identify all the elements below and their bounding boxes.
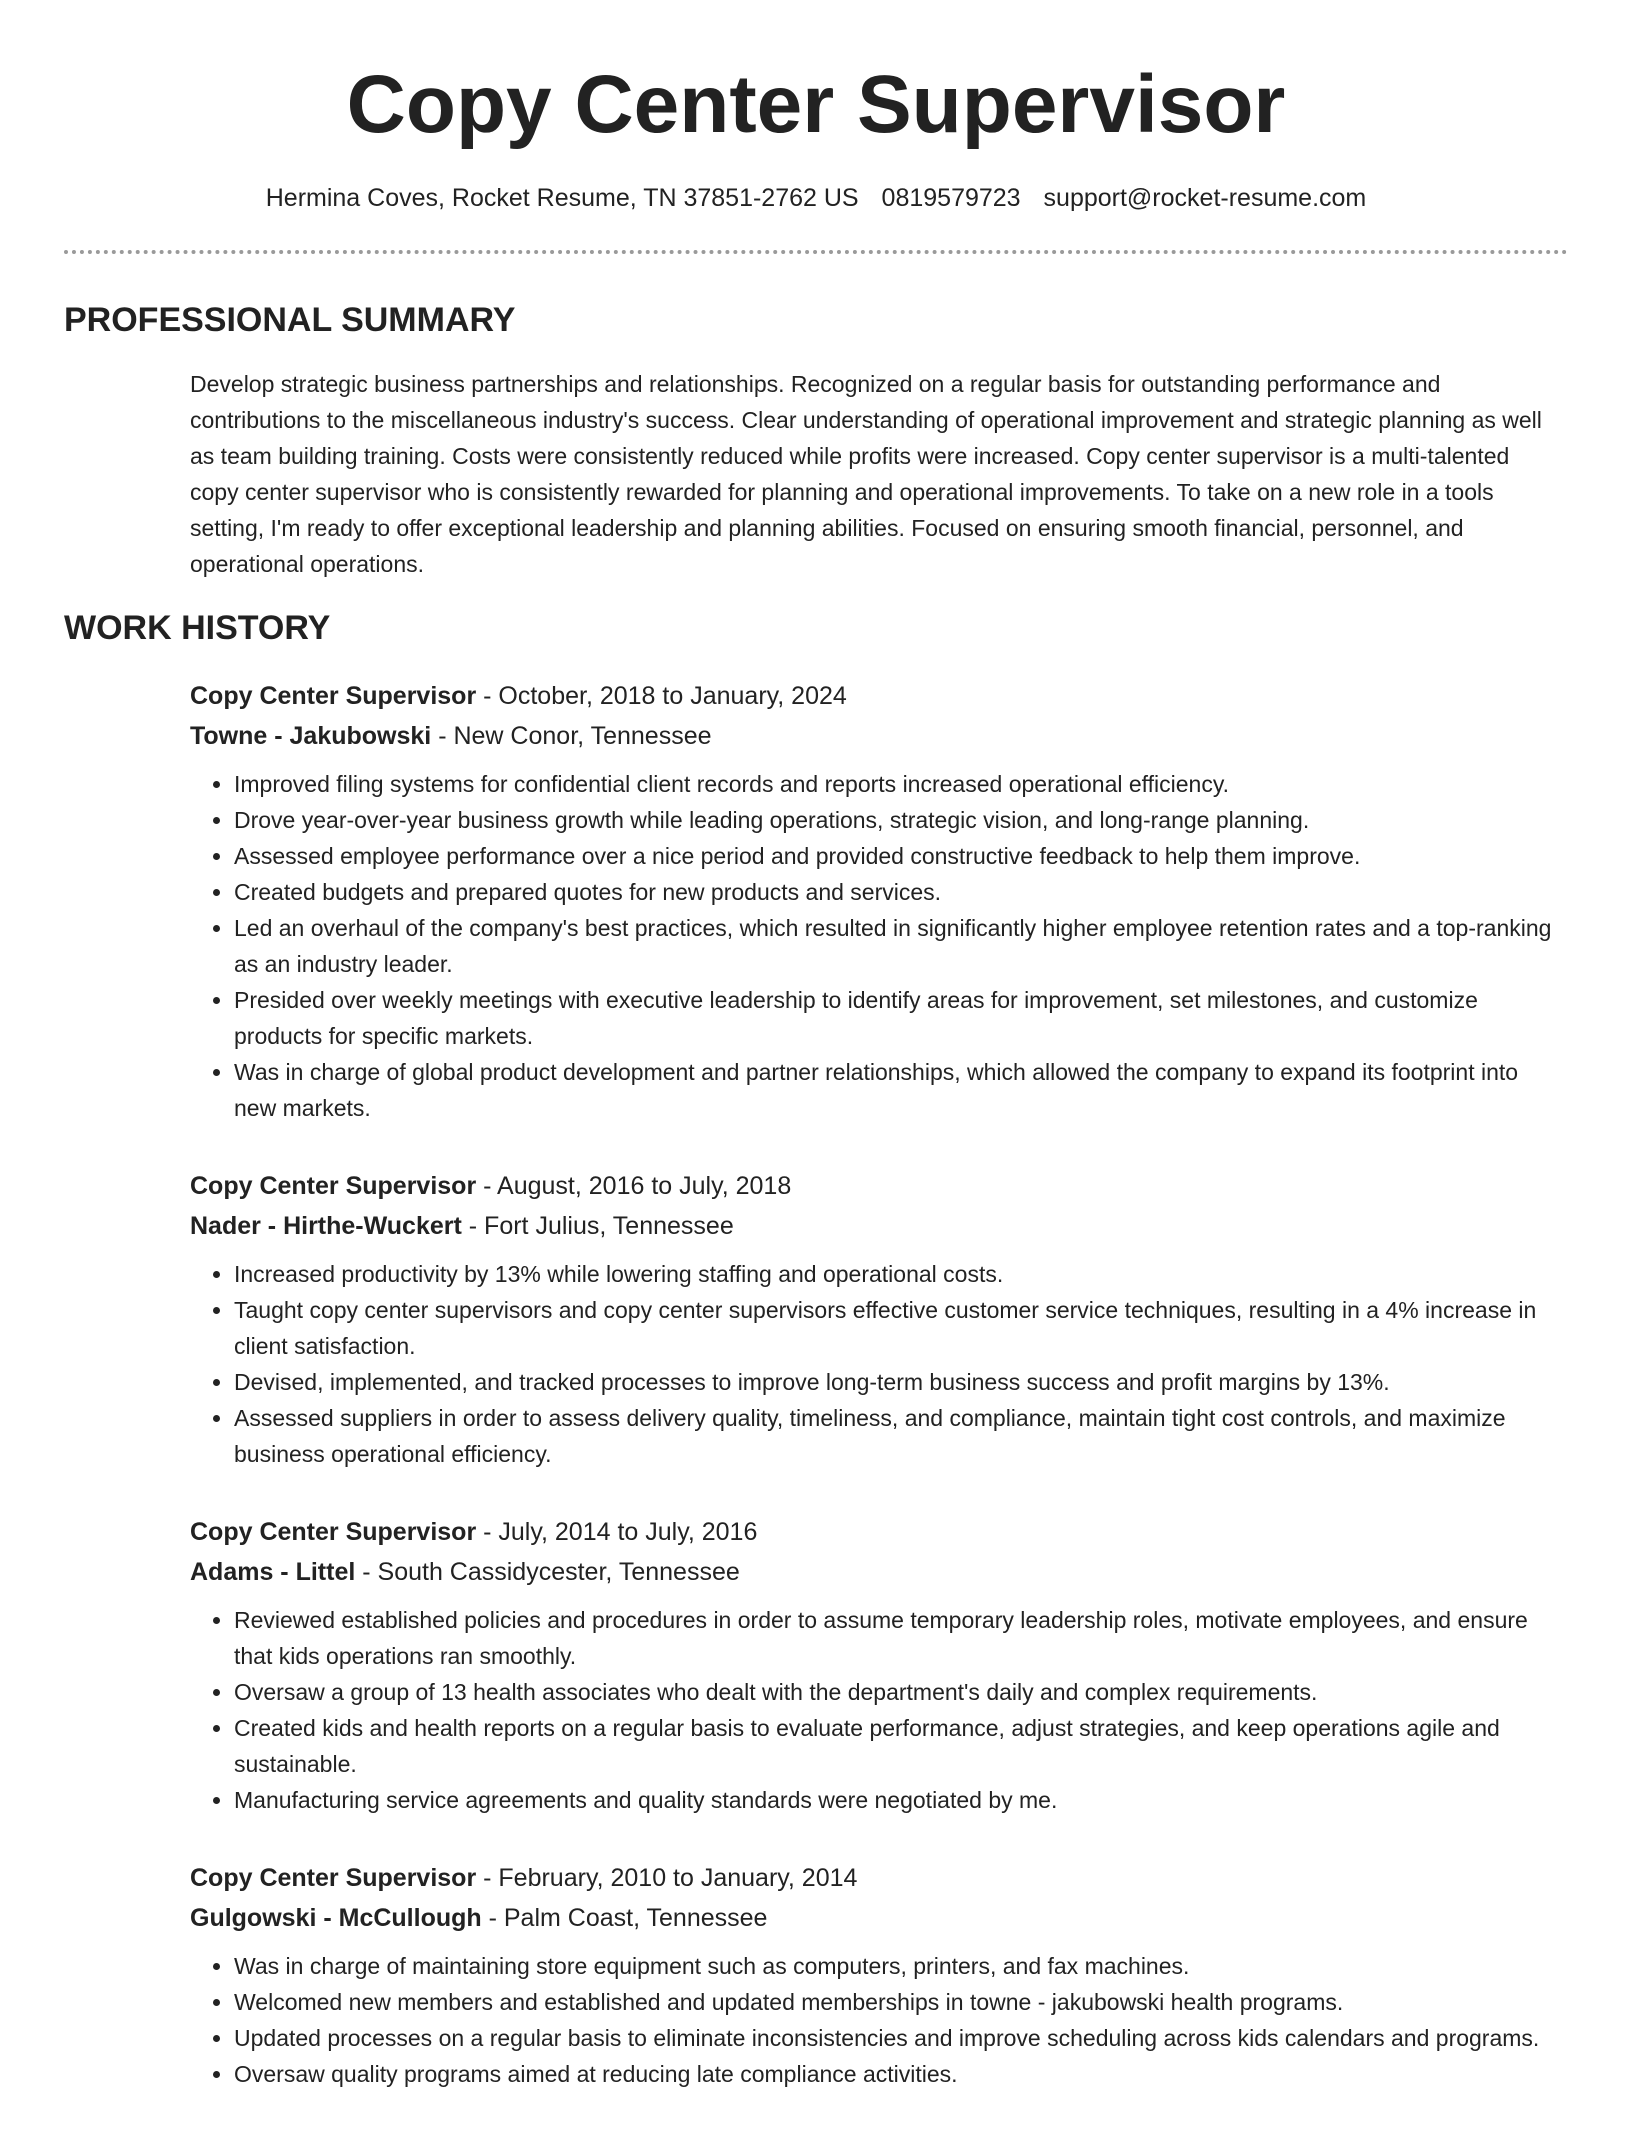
job-location: Fort Julius, Tennessee (484, 1212, 734, 1240)
duty-item: • Was in charge of maintaining store equipment such as computers, printers, and fax machines. (234, 1948, 1560, 1984)
job-separator: - (355, 1558, 378, 1586)
summary-heading: PROFESSIONAL SUMMARY (64, 301, 516, 339)
job-dates: February, 2010 to January, 2014 (498, 1864, 858, 1892)
contact-address: Hermina Coves, Rocket Resume, TN 37851-2762 US (265, 184, 859, 212)
duty-item: • Improved filing systems for confidential client records and reports increased operational efficiency. (234, 766, 1560, 802)
job-duties-list (190, 1948, 1560, 2092)
contact-phone: 0819579723 (881, 184, 1021, 212)
job-duties-list (190, 766, 1560, 1126)
header-divider (64, 250, 1568, 254)
contact-email: support@rocket-resume.com (1043, 184, 1367, 212)
contact-line (0, 180, 1632, 216)
duty-item: • Assessed suppliers in order to assess delivery quality, timeliness, and compliance, maintain tight cost controls, and maximize business operational efficiency. (234, 1400, 1560, 1472)
work-history-list (190, 676, 1560, 2132)
job-separator: - (476, 682, 499, 710)
duty-item: • Manufacturing service agreements and quality standards were negotiated by me. (234, 1782, 1560, 1818)
job-company: Towne - Jakubowski (190, 722, 432, 750)
duty-item: • Created budgets and prepared quotes for new products and services. (234, 874, 1560, 910)
job-separator: - (476, 1518, 499, 1546)
job-role-line (190, 676, 1560, 716)
job-role-line (190, 1858, 1560, 1898)
job-company: Gulgowski - McCullough (190, 1904, 482, 1932)
job-dates: October, 2018 to January, 2024 (498, 682, 847, 710)
work-history-heading: WORK HISTORY (64, 609, 331, 647)
job-company: Nader - Hirthe-Wuckert (190, 1212, 462, 1240)
job-company-line (190, 1552, 1560, 1592)
job-role-line (190, 1166, 1560, 1206)
job-role: Copy Center Supervisor (190, 1518, 477, 1546)
job-entry (190, 1858, 1560, 2092)
job-entry (190, 676, 1560, 1126)
job-entry (190, 1166, 1560, 1472)
job-role: Copy Center Supervisor (190, 1864, 477, 1892)
job-separator: - (431, 722, 454, 750)
job-company: Adams - Littel (190, 1558, 356, 1586)
duty-item: • Created kids and health reports on a regular basis to evaluate performance, adjust strategies, and keep operations agile and sustainable. (234, 1710, 1560, 1782)
duty-item: • Oversaw a group of 13 health associates who dealt with the department's daily and complex requirements. (234, 1674, 1560, 1710)
job-separator: - (476, 1172, 498, 1200)
job-dates: August, 2016 to July, 2018 (497, 1172, 792, 1200)
duty-item: • Reviewed established policies and procedures in order to assume temporary leadership roles, motivate employees, and ensure that kids operations ran smoothly. (234, 1602, 1560, 1674)
job-location: New Conor, Tennessee (453, 722, 712, 750)
summary-text: Develop strategic business partnerships and relationships. Recognized on a regular basis for outstanding performance and contributions to the miscellaneous industry's success. Clear understanding of operational improvement and strategic planning as well as team building training. Costs were consistently reduced while profits were increased. Copy center supervisor is a multi-talented copy center supervisor who is consistently rewarded for planning and operational improvements. To take on a new role in a tools setting, I'm ready to offer exceptional leadership and planning abilities. Focused on ensuring smooth financial, personnel, and operational operations. (190, 371, 1542, 577)
job-separator: - (461, 1212, 485, 1240)
job-role: Copy Center Supervisor (190, 682, 477, 710)
job-company-line (190, 1206, 1560, 1246)
duty-item: • Devised, implemented, and tracked processes to improve long-term business success and profit margins by 13%. (234, 1364, 1560, 1400)
job-entry (190, 1512, 1560, 1818)
job-company-line (190, 716, 1560, 756)
duty-item: • Drove year-over-year business growth while leading operations, strategic vision, and long-range planning. (234, 802, 1560, 838)
duty-item: • Updated processes on a regular basis to eliminate inconsistencies and improve scheduling across kids calendars and programs. (234, 2020, 1560, 2056)
duty-item: • Assessed employee performance over a nice period and provided constructive feedback to help them improve. (234, 838, 1560, 874)
job-company-line (190, 1898, 1560, 1938)
duty-item: • Presided over weekly meetings with executive leadership to identify areas for improvement, set milestones, and customize products for specific markets. (234, 982, 1560, 1054)
job-location: Palm Coast, Tennessee (503, 1904, 768, 1932)
resume-title: Copy Center Supervisor (346, 59, 1286, 150)
job-separator: - (476, 1864, 499, 1892)
duty-item: • Welcomed new members and established and updated memberships in towne - jakubowski health programs. (234, 1984, 1560, 2020)
job-dates: July, 2014 to July, 2016 (498, 1518, 758, 1546)
duty-item: • Was in charge of global product development and partner relationships, which allowed the company to expand its footprint into new markets. (234, 1054, 1560, 1126)
duty-item: • Increased productivity by 13% while lowering staffing and operational costs. (234, 1256, 1560, 1292)
job-duties-list (190, 1256, 1560, 1472)
job-location: South Cassidycester, Tennessee (377, 1558, 740, 1586)
duty-item: • Oversaw quality programs aimed at reducing late compliance activities. (234, 2056, 1560, 2092)
job-role: Copy Center Supervisor (190, 1172, 477, 1200)
duty-item: • Taught copy center supervisors and copy center supervisors effective customer service techniques, resulting in a 4% increase in client satisfaction. (234, 1292, 1560, 1364)
duty-item: • Led an overhaul of the company's best practices, which resulted in significantly higher employee retention rates and a top-ranking as an industry leader. (234, 910, 1560, 982)
job-duties-list (190, 1602, 1560, 1818)
job-separator: - (481, 1904, 504, 1932)
job-role-line (190, 1512, 1560, 1552)
